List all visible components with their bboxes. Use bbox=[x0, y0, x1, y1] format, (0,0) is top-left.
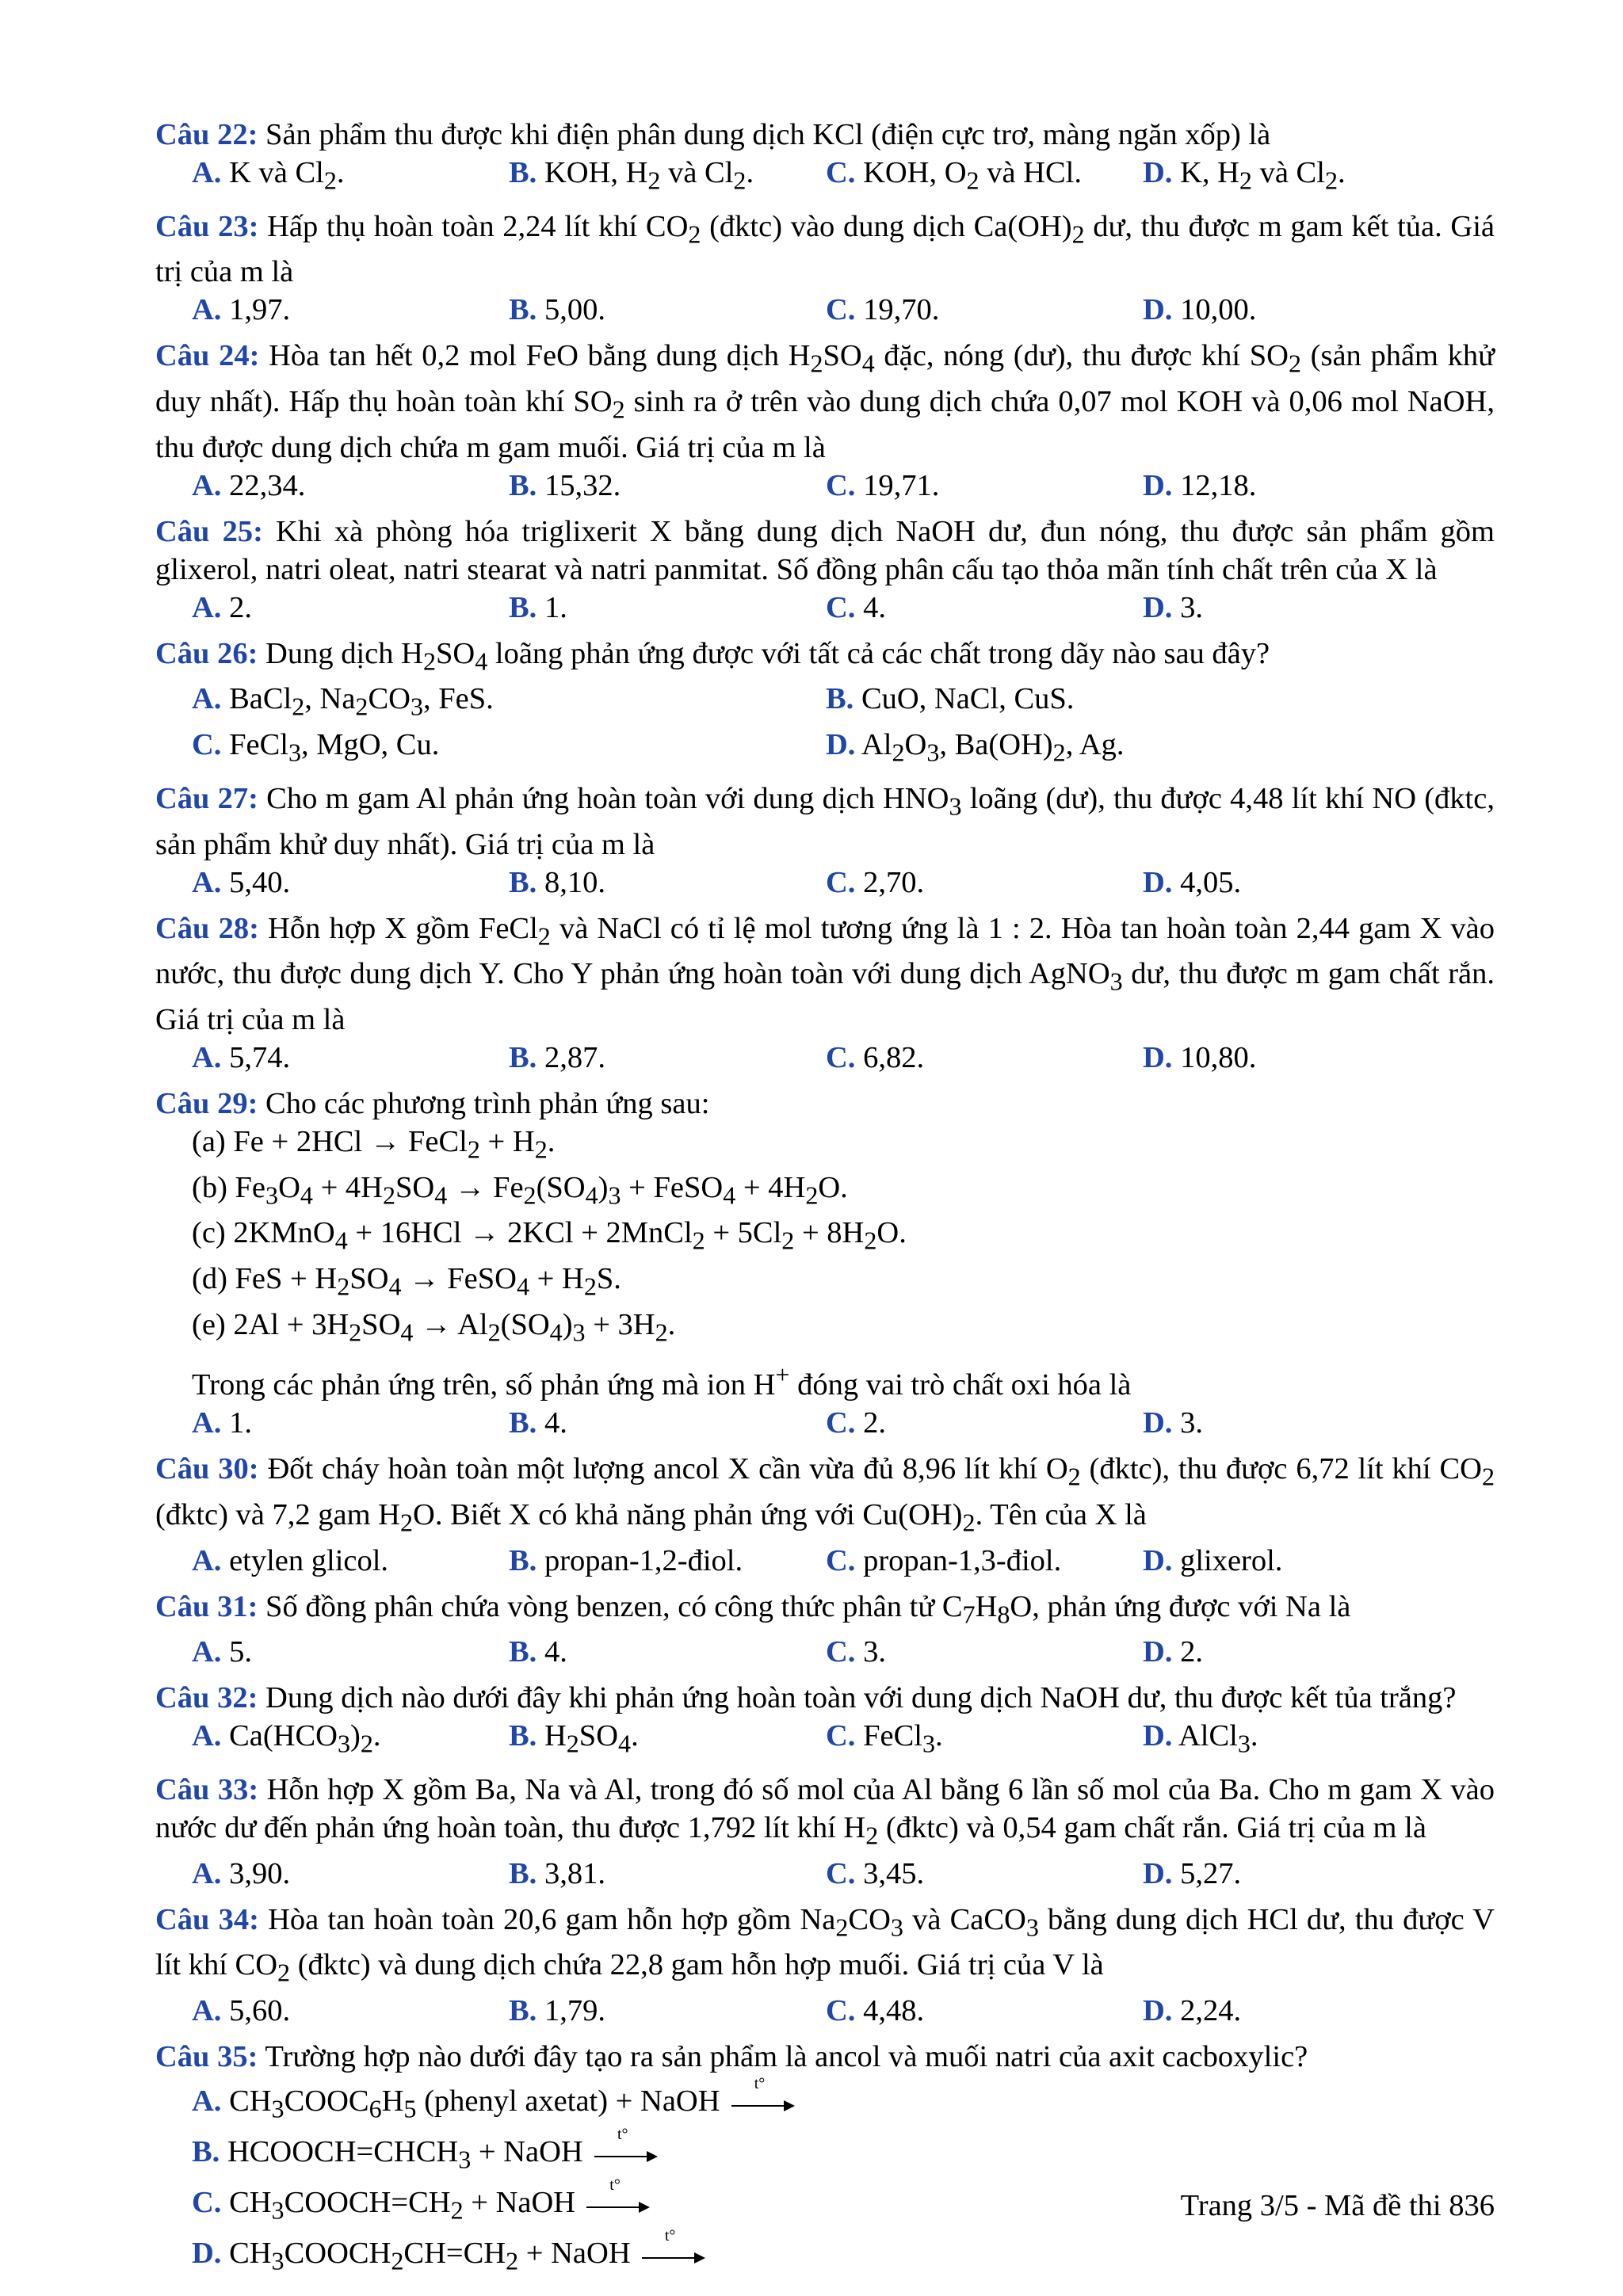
option-text: 5,60. bbox=[221, 1993, 291, 2027]
option-text: 4. bbox=[537, 1635, 567, 1669]
answer-options bbox=[155, 589, 1495, 627]
answer-option-b bbox=[509, 1855, 826, 1893]
option-text: 3. bbox=[1172, 590, 1203, 624]
option-letter: A. bbox=[192, 468, 222, 502]
option-text: 2. bbox=[855, 1406, 886, 1440]
option-text: 2,87. bbox=[537, 1040, 605, 1074]
option-letter: A. bbox=[192, 1993, 222, 2027]
answer-option-c bbox=[192, 726, 826, 772]
option-letter: A. bbox=[192, 156, 222, 189]
option-letter: D. bbox=[1143, 865, 1173, 899]
option-letter: B. bbox=[509, 865, 537, 899]
question-text: Dung dịch $H_2SO_4$ loãng phản ứng được với tất cả các chất trong dãy nào sau đây? bbox=[258, 636, 1270, 676]
answer-option-a bbox=[192, 1717, 509, 1763]
option-letter: B. bbox=[509, 1406, 537, 1440]
option-letter: D. bbox=[1143, 1543, 1173, 1577]
option-text: 8,10. bbox=[537, 865, 605, 899]
option-text: 4. bbox=[855, 590, 886, 624]
option-text: AlCl$_3$. bbox=[1172, 1719, 1258, 1758]
question-number: Câu 30: bbox=[155, 1452, 259, 1486]
question-34 bbox=[155, 1901, 1495, 2030]
question-stem bbox=[155, 1588, 1495, 1634]
answer-option-c bbox=[826, 154, 1143, 200]
option-letter: C. bbox=[826, 590, 856, 624]
question-23 bbox=[155, 208, 1495, 330]
answer-option-d bbox=[1143, 467, 1460, 505]
answer-option-b bbox=[509, 1633, 826, 1671]
option-letter: A. bbox=[192, 865, 222, 899]
option-text: 1,79. bbox=[537, 1993, 605, 2027]
option-letter: D. bbox=[1143, 1040, 1173, 1074]
option-text: 12,18. bbox=[1172, 468, 1257, 502]
option-text: 4,05. bbox=[1172, 865, 1242, 899]
question-32 bbox=[155, 1679, 1495, 1763]
option-letter: D. bbox=[1143, 1856, 1173, 1890]
option-text: 19,70. bbox=[855, 293, 940, 327]
arrow-line bbox=[586, 2206, 643, 2208]
question-number: Câu 25: bbox=[155, 514, 263, 548]
option-text: $CH_3COOC_6H_5$ (phenyl axetat) + NaOH bbox=[221, 2084, 720, 2123]
option-text: $HCOOCH=CHCH_3$ + NaOH bbox=[220, 2134, 583, 2174]
option-letter: B. bbox=[509, 590, 537, 624]
arrow-line bbox=[731, 2105, 789, 2107]
option-letter: A. bbox=[192, 1856, 222, 1890]
answer-option-d bbox=[1143, 1717, 1460, 1763]
question-30 bbox=[155, 1450, 1495, 1579]
question-stem bbox=[155, 635, 1495, 681]
option-letter: C. bbox=[826, 1040, 856, 1074]
option-text: 22,34. bbox=[221, 468, 306, 502]
arrow-condition-label: t° bbox=[664, 2227, 676, 2245]
question-27 bbox=[155, 780, 1495, 902]
option-letter: D. bbox=[1143, 156, 1173, 189]
question-number: Câu 35: bbox=[155, 2039, 258, 2073]
option-text: 5,74. bbox=[221, 1040, 291, 1074]
answer-option-a bbox=[192, 291, 509, 329]
option-letter: D. bbox=[192, 2236, 222, 2270]
question-number: Câu 24: bbox=[155, 339, 260, 373]
option-letter: B. bbox=[192, 2134, 220, 2168]
option-text: 5,00. bbox=[537, 293, 605, 327]
question-number: Câu 27: bbox=[155, 781, 258, 815]
option-letter: C. bbox=[826, 293, 856, 327]
option-text: 2. bbox=[221, 590, 252, 624]
option-text: 5,27. bbox=[1172, 1856, 1242, 1890]
question-stem bbox=[155, 116, 1495, 154]
answer-option-c bbox=[826, 1404, 1143, 1442]
answer-option-b bbox=[509, 589, 826, 627]
option-text: 3. bbox=[855, 1635, 886, 1669]
option-text: 5. bbox=[221, 1635, 252, 1669]
question-stem bbox=[155, 1450, 1495, 1541]
option-letter: B. bbox=[509, 293, 537, 327]
reaction-arrow-icon bbox=[642, 2227, 705, 2267]
reaction-equation: (c) 2KMnO$_4$ + 16HCl → 2KCl + 2MnCl$_2$ + $5Cl_2 + 8H_2O$. bbox=[192, 1216, 907, 1255]
option-text: 1,97. bbox=[221, 293, 291, 327]
arrow-head bbox=[639, 2202, 650, 2213]
option-letter: A. bbox=[192, 1719, 222, 1753]
option-text: FeCl$_3$, MgO, Cu. bbox=[221, 728, 440, 767]
option-text: $H_2SO_4$. bbox=[537, 1719, 639, 1758]
question-text: Hỗn hợp X gồm FeCl$_2$ và NaCl có tỉ lệ mol tương ứng là 1 : 2. Hòa tan hoàn toàn 2,44 gam X vào nước, thu được dung dịch Y. Cho Y phản ứng hoàn toàn với dung dịch AgNO$_3$ dư, thu được m gam chất rắn. Giá trị của m là bbox=[155, 911, 1495, 1036]
answer-option-a bbox=[192, 2076, 1495, 2126]
question-stem bbox=[155, 780, 1495, 864]
option-letter: C. bbox=[192, 728, 222, 762]
question-text: Khi xà phòng hóa triglixerit X bằng dung dịch NaOH dư, đun nóng, thu được sản phẩm gồm glixerol, natri oleat, natri stearat và natri panmitat. Số đồng phân cấu tạo thỏa mãn tính chất trên của X là bbox=[155, 514, 1495, 586]
question-number: Câu 29: bbox=[155, 1086, 258, 1120]
answer-options bbox=[155, 1633, 1495, 1671]
option-text: K và $Cl_2$. bbox=[221, 156, 345, 195]
option-text: 3,45. bbox=[855, 1856, 925, 1890]
answer-option-c bbox=[826, 589, 1143, 627]
answer-option-a bbox=[192, 1404, 509, 1442]
answer-option-a bbox=[192, 1855, 509, 1893]
answer-option-d bbox=[1143, 1633, 1460, 1671]
option-text: FeCl$_3$. bbox=[855, 1719, 943, 1758]
answer-options bbox=[155, 1992, 1495, 2030]
option-text: KOH, $H_2$ và $Cl_2$. bbox=[537, 156, 754, 195]
option-text: etylen glicol. bbox=[221, 1543, 389, 1577]
option-text: 10,80. bbox=[1172, 1040, 1257, 1074]
answer-options bbox=[155, 1404, 1495, 1442]
question-text: Hòa tan hoàn toàn 20,6 gam hỗn hợp gồm $Na_2CO_3$ và CaCO$_3$ bằng dung dịch HCl dư, thu được V lít khí $CO_2$ (đktc) và dung dịch chứa 22,8 gam hỗn hợp muối. Giá trị của V là bbox=[155, 1902, 1495, 1987]
option-text: 4. bbox=[537, 1406, 567, 1440]
answer-option-b bbox=[509, 291, 826, 329]
answer-option-b bbox=[509, 864, 826, 902]
answer-option-a bbox=[192, 1633, 509, 1671]
question-text: Cho các phương trình phản ứng sau: bbox=[258, 1086, 710, 1120]
question-number: Câu 26: bbox=[155, 636, 258, 670]
option-letter: D. bbox=[1143, 590, 1173, 624]
question-31 bbox=[155, 1588, 1495, 1672]
option-text: 3,81. bbox=[537, 1856, 605, 1890]
question-33 bbox=[155, 1771, 1495, 1893]
answer-option-a bbox=[192, 1992, 509, 2030]
answer-option-b bbox=[192, 2126, 1495, 2177]
question-text: Hỗn hợp X gồm Ba, Na và Al, trong đó số mol của Al bằng 6 lần số mol của Ba. Cho m gam X vào nước dư đến phản ứng hoàn toàn, thu được 1,792 lít khí $H_2$ (đktc) và 0,54 gam chất rắn. Giá trị của m là bbox=[155, 1772, 1495, 1850]
arrow-head bbox=[694, 2252, 705, 2264]
answer-option-d bbox=[1143, 291, 1460, 329]
option-letter: A. bbox=[192, 1040, 222, 1074]
option-letter: A. bbox=[192, 1635, 222, 1669]
option-letter: A. bbox=[192, 1543, 222, 1577]
question-stem bbox=[155, 337, 1495, 466]
question-stem bbox=[155, 1901, 1495, 1992]
question-text: Đốt cháy hoàn toàn một lượng ancol X cần vừa đủ 8,96 lít khí $O_2$ (đktc), thu được 6,72 lít khí $CO_2$ (đktc) và 7,2 gam $H_2O$. Biết X có khả năng phản ứng với $Cu(OH)_2$. Tên của X là bbox=[155, 1452, 1495, 1537]
option-letter: B. bbox=[509, 1040, 537, 1074]
answer-option-a bbox=[192, 467, 509, 505]
answer-option-d bbox=[1143, 1542, 1460, 1580]
answer-option-d bbox=[1143, 589, 1460, 627]
option-letter: B. bbox=[509, 1719, 537, 1753]
answer-option-c bbox=[826, 1039, 1143, 1077]
arrow-line bbox=[642, 2257, 699, 2259]
option-text: propan-1,2-điol. bbox=[537, 1543, 743, 1577]
option-letter: B. bbox=[509, 156, 537, 189]
answer-options bbox=[155, 864, 1495, 902]
question-stem bbox=[155, 1771, 1495, 1855]
option-letter: C. bbox=[826, 865, 856, 899]
question-text: Hòa tan hết 0,2 mol FeO bằng dung dịch $H_2SO_4$ đặc, nóng (dư), thu được khí $SO_2$ (sản phẩm khử duy nhất). Hấp thụ hoàn toàn khí $SO_2$ sinh ra ở trên vào dung dịch chứa 0,07 mol KOH và 0,06 mol NaOH, thu được dung dịch chứa m gam muối. Giá trị của m là bbox=[155, 339, 1495, 464]
arrow-condition-label: t° bbox=[754, 2075, 766, 2093]
option-text: propan-1,3-điol. bbox=[855, 1543, 1062, 1577]
option-letter: A. bbox=[192, 2084, 222, 2118]
option-letter: C. bbox=[826, 1993, 856, 2027]
answer-option-c bbox=[826, 1992, 1143, 2030]
reaction-arrow-icon bbox=[586, 2176, 650, 2217]
option-text: $CH_3COOCH_2CH=CH_2$ + NaOH bbox=[221, 2236, 631, 2275]
answer-option-b bbox=[509, 1404, 826, 1442]
option-letter: D. bbox=[1143, 468, 1173, 502]
question-number: Câu 33: bbox=[155, 1772, 259, 1806]
option-letter: C. bbox=[826, 1543, 856, 1577]
reaction-equation: (d) FeS + $H_2SO_4$ → FeSO$_4$ + $H_2S$. bbox=[192, 1261, 621, 1301]
answer-option-c bbox=[826, 1542, 1143, 1580]
reaction-equation: (b) $Fe_3O_4 + 4H_2SO_4 \to Fe_2(SO_4)_3$ + FeSO$_4$ + $4H_2O$. bbox=[192, 1170, 848, 1210]
option-text: CuO, NaCl, CuS. bbox=[854, 682, 1075, 716]
option-letter: C. bbox=[826, 1406, 856, 1440]
answer-option-b bbox=[509, 1039, 826, 1077]
answer-option-c bbox=[826, 1633, 1143, 1671]
question-number: Câu 28: bbox=[155, 911, 259, 945]
answer-options bbox=[155, 1542, 1495, 1580]
question-stem bbox=[155, 513, 1495, 589]
question-28 bbox=[155, 910, 1495, 1077]
option-letter: B. bbox=[826, 682, 854, 716]
answer-option-d bbox=[826, 726, 1460, 772]
arrow-line bbox=[594, 2156, 651, 2157]
answer-options bbox=[155, 2076, 1495, 2279]
answer-option-d bbox=[1143, 1992, 1460, 2030]
answer-option-a bbox=[192, 1039, 509, 1077]
question-text: Trường hợp nào dưới đây tạo ra sản phẩm là ancol và muối natri của axit cacboxylic? bbox=[258, 2039, 1308, 2073]
answer-option-b bbox=[509, 467, 826, 505]
option-letter: D. bbox=[826, 728, 856, 762]
answer-option-d bbox=[192, 2228, 1495, 2279]
option-letter: C. bbox=[826, 1635, 856, 1669]
question-22 bbox=[155, 116, 1495, 200]
option-letter: B. bbox=[509, 1543, 537, 1577]
question-list bbox=[155, 116, 1495, 2286]
option-text: 2. bbox=[1172, 1635, 1203, 1669]
answer-option-a bbox=[192, 589, 509, 627]
answer-options bbox=[155, 291, 1495, 329]
answer-option-c bbox=[826, 467, 1143, 505]
option-letter: C. bbox=[826, 468, 856, 502]
answer-option-a bbox=[192, 680, 826, 726]
option-text: 2,70. bbox=[855, 865, 925, 899]
question-stem bbox=[155, 1679, 1495, 1717]
reaction-equation: (a) Fe + 2HCl → FeCl$_2$ + $H_2$. bbox=[192, 1124, 556, 1164]
question-stem bbox=[155, 2038, 1495, 2076]
option-letter: C. bbox=[826, 1719, 856, 1753]
reaction-equation: (e) $2Al + 3H_2SO_4 \to Al_2(SO_4)_3 + 3H_2$. bbox=[192, 1307, 676, 1347]
option-text: 3. bbox=[1172, 1406, 1203, 1440]
option-letter: B. bbox=[509, 1635, 537, 1669]
answer-option-b bbox=[509, 1542, 826, 1580]
option-letter: D. bbox=[1143, 1635, 1173, 1669]
option-text: 10,00. bbox=[1172, 293, 1257, 327]
option-text: 1. bbox=[221, 1406, 252, 1440]
option-letter: B. bbox=[509, 1993, 537, 2027]
answer-options bbox=[155, 680, 1495, 771]
answer-option-b bbox=[826, 680, 1460, 726]
question-stem bbox=[155, 208, 1495, 292]
question-26 bbox=[155, 635, 1495, 772]
option-letter: B. bbox=[509, 468, 537, 502]
page-footer: Trang 3/5 - Mã đề thi 836 bbox=[1180, 2189, 1495, 2222]
question-stem bbox=[155, 910, 1495, 1039]
option-letter: C. bbox=[826, 1856, 856, 1890]
question-text: Hấp thụ hoàn toàn 2,24 lít khí $CO_2$ (đktc) vào dung dịch $Ca(OH)_2$ dư, thu được m gam kết tủa. Giá trị của m là bbox=[155, 209, 1495, 289]
option-letter: B. bbox=[509, 1856, 537, 1890]
question-text: Sản phẩm thu được khi điện phân dung dịch KCl (điện cực trơ, màng ngăn xốp) là bbox=[258, 118, 1271, 151]
answer-option-b bbox=[509, 1717, 826, 1763]
option-text: 1. bbox=[537, 590, 567, 624]
answer-option-a bbox=[192, 154, 509, 200]
option-text: 5,40. bbox=[221, 865, 291, 899]
option-text: 4,48. bbox=[855, 1993, 925, 2027]
option-letter: A. bbox=[192, 590, 222, 624]
question-number: Câu 23: bbox=[155, 209, 259, 243]
option-text: 2,24. bbox=[1172, 1993, 1242, 2027]
question-text: Số đồng phân chứa vòng benzen, có công thức phân tử $C_7H_8O$, phản ứng được với Na là bbox=[258, 1589, 1351, 1629]
question-number: Câu 34: bbox=[155, 1902, 259, 1936]
option-text: 3,90. bbox=[221, 1856, 291, 1890]
question-25 bbox=[155, 513, 1495, 627]
reaction-arrow-icon bbox=[731, 2075, 795, 2115]
answer-option-d bbox=[1143, 864, 1460, 902]
option-letter: D. bbox=[1143, 1406, 1173, 1440]
option-text: BaCl$_2$, $Na_2CO_3$, FeS. bbox=[221, 682, 494, 722]
answer-option-d bbox=[1143, 1855, 1460, 1893]
option-letter: C. bbox=[826, 156, 856, 189]
option-text: glixerol. bbox=[1172, 1543, 1283, 1577]
answer-option-b bbox=[509, 154, 826, 200]
answer-option-b bbox=[509, 1992, 826, 2030]
question-35 bbox=[155, 2038, 1495, 2279]
answer-options bbox=[155, 1039, 1495, 1077]
option-letter: D. bbox=[1143, 1719, 1173, 1753]
answer-option-d bbox=[1143, 1039, 1460, 1077]
arrow-condition-label: t° bbox=[609, 2176, 621, 2195]
question-29 bbox=[155, 1085, 1495, 1442]
option-letter: D. bbox=[1143, 1993, 1173, 2027]
arrow-head bbox=[784, 2100, 795, 2111]
option-text: $CH_3COOCH=CH_2$ + NaOH bbox=[221, 2185, 576, 2225]
arrow-head bbox=[647, 2151, 658, 2162]
arrow-condition-label: t° bbox=[617, 2126, 628, 2144]
option-text: 15,32. bbox=[537, 468, 621, 502]
question-number: Câu 32: bbox=[155, 1681, 258, 1715]
answer-option-c bbox=[826, 1855, 1143, 1893]
question-text: Dung dịch nào dưới đây khi phản ứng hoàn toàn với dung dịch NaOH dư, thu được kết tủa trắng? bbox=[258, 1681, 1457, 1715]
question-note: Trong các phản ứng trên, số phản ứng mà ion H+ đóng vai trò chất oxi hóa là bbox=[192, 1360, 1132, 1402]
answer-options bbox=[155, 1855, 1495, 1893]
option-text: 6,82. bbox=[855, 1040, 925, 1074]
answer-option-a bbox=[192, 864, 509, 902]
question-text: Cho m gam Al phản ứng hoàn toàn với dung dịch $HNO_3$ loãng (dư), thu được 4,48 lít khí NO (đktc, sản phẩm khử duy nhất). Giá trị của m là bbox=[155, 781, 1495, 861]
answer-options bbox=[155, 467, 1495, 505]
option-text: $Ca(HCO_3)_2$. bbox=[221, 1719, 381, 1758]
reaction-arrow-icon bbox=[594, 2126, 658, 2166]
option-letter: A. bbox=[192, 293, 222, 327]
question-stem bbox=[155, 1085, 1495, 1123]
option-letter: A. bbox=[192, 682, 222, 716]
answer-option-a bbox=[192, 1542, 509, 1580]
answer-option-c bbox=[826, 1717, 1143, 1763]
option-text: K, $H_2$ và $Cl_2$. bbox=[1172, 156, 1346, 195]
option-letter: D. bbox=[1143, 293, 1173, 327]
answer-option-c bbox=[826, 864, 1143, 902]
option-letter: A. bbox=[192, 1406, 222, 1440]
answer-option-d bbox=[1143, 154, 1460, 200]
option-text: $Al_2O_3$, $Ba(OH)_2$, Ag. bbox=[855, 728, 1125, 767]
answer-options bbox=[155, 154, 1495, 200]
question-number: Câu 31: bbox=[155, 1589, 258, 1623]
answer-option-d bbox=[1143, 1404, 1460, 1442]
option-text: KOH, $O_2$ và HCl. bbox=[855, 156, 1082, 195]
answer-options bbox=[155, 1717, 1495, 1763]
question-24 bbox=[155, 337, 1495, 504]
question-number: Câu 22: bbox=[155, 118, 258, 151]
answer-option-c bbox=[826, 291, 1143, 329]
option-letter: C. bbox=[192, 2185, 222, 2219]
option-text: 19,71. bbox=[855, 468, 940, 502]
